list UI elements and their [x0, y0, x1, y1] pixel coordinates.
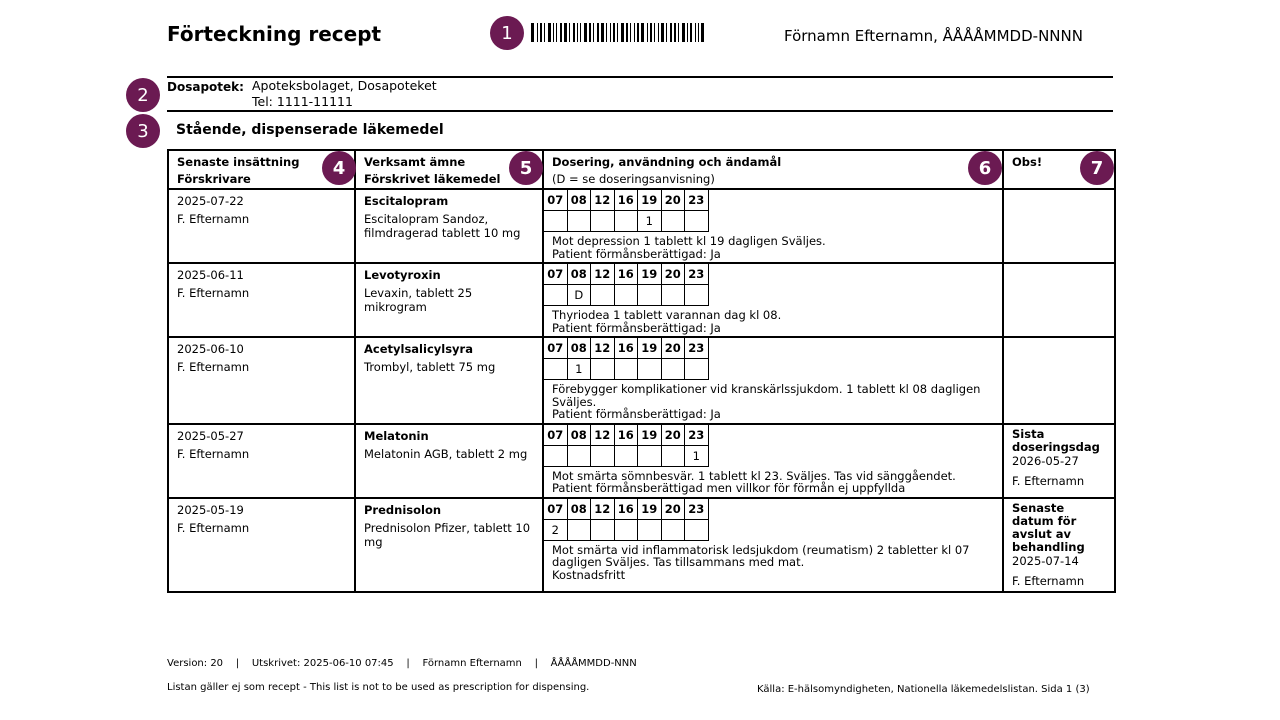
dose-time-header: 07 [544, 425, 567, 446]
dose-value-cell [614, 519, 638, 540]
footer-printed: Utskrivet: 2025-06-10 07:45 [251, 658, 394, 669]
dose-time-header: 23 [685, 190, 709, 211]
medication-table [167, 149, 1116, 593]
dose-time-header: 20 [661, 264, 685, 285]
footer-source: Källa: E-hälsomyndigheten, Nationella läkemedelslistan. Sida 1 (3) [757, 684, 1090, 695]
barcode-bar [589, 23, 591, 42]
pharmacy-label: Dosapotek: [167, 80, 244, 94]
obs-cell [1003, 498, 1115, 592]
dose-time-header: 16 [614, 338, 638, 359]
dose-time-header: 07 [544, 338, 567, 359]
prescriber: F. Efternamn [177, 360, 250, 374]
insert-date: 2025-05-27 [177, 428, 244, 443]
callout-badge-2: 2 [126, 78, 160, 112]
table-row [168, 424, 1115, 498]
barcode-bar [560, 23, 562, 42]
dose-schedule [544, 425, 709, 467]
dose-time-header: 07 [544, 190, 567, 211]
patient-name-id: Förnamn Efternamn, ÅÅÅÅMMDD-NNNN [784, 27, 1083, 45]
dose-time-header: 16 [614, 190, 638, 211]
date-cell [168, 424, 355, 498]
barcode-bar [544, 23, 545, 42]
dose-time-header: 19 [638, 425, 662, 446]
barcode-bar [577, 23, 578, 42]
active-substance: Prednisolon [364, 502, 442, 517]
barcode-bar [573, 23, 575, 42]
date-cell [168, 263, 355, 337]
dose-time-header: 19 [638, 338, 662, 359]
barcode-bar [658, 23, 659, 42]
barcode-bar [537, 23, 538, 42]
date-cell [168, 189, 355, 263]
table-header-row [168, 150, 1115, 189]
usage-note: Mot smärta sömnbesvär. 1 tablett kl 23. Sväljes. Tas vid sänggåendet. [552, 468, 956, 483]
divider-bottom [167, 110, 1113, 112]
active-substance: Levotyroxin [364, 268, 441, 282]
barcode-bar [674, 23, 676, 42]
prescriber: F. Efternamn [177, 286, 250, 300]
active-substance: Escitalopram [364, 194, 449, 208]
date-cell [168, 498, 355, 592]
dose-value-cell: 1 [567, 359, 591, 380]
dose-time-header: 07 [544, 499, 567, 520]
insert-date: 2025-06-10 [177, 342, 244, 356]
callout-badge-4: 4 [322, 151, 356, 185]
callout-badge-7: 7 [1080, 151, 1114, 185]
barcode-bar [650, 23, 652, 42]
dose-time-header: 20 [661, 499, 685, 520]
barcode-bar [553, 23, 554, 42]
barcode-bar [621, 23, 624, 42]
barcode-bar [610, 23, 611, 42]
dose-value-cell [544, 359, 567, 380]
dose-value-cell [567, 445, 591, 466]
dose-time-header: 23 [685, 499, 709, 520]
dose-value-cell [567, 519, 591, 540]
prescriber: F. Efternamn [177, 446, 250, 461]
barcode-bar [548, 23, 551, 42]
dose-value-cell [638, 359, 662, 380]
dose-value-cell: 2 [544, 519, 567, 540]
barcode-bar [670, 23, 672, 42]
dose-schedule [544, 499, 709, 541]
usage-note: Thyriodea 1 tablett varannan dag kl 08. [552, 308, 782, 322]
benefit-note: Kostnadsfritt [552, 567, 626, 582]
barcode-bar [580, 23, 581, 42]
dose-time-header: 12 [591, 425, 615, 446]
dose-value-cell [685, 285, 709, 306]
barcode-bar [678, 23, 679, 42]
callout-badge-1: 1 [490, 16, 524, 50]
substance-cell [355, 424, 543, 498]
obs-prescriber: F. Efternamn [1012, 473, 1085, 488]
barcode-bar [637, 23, 639, 42]
barcode-bar [630, 23, 631, 42]
dose-value-cell [614, 445, 638, 466]
obs-cell [1003, 263, 1115, 337]
barcode-bar [690, 23, 692, 42]
dose-value-cell: 1 [685, 445, 709, 466]
barcode-bar [698, 23, 699, 42]
dose-time-header: 08 [567, 338, 591, 359]
dose-value-cell [614, 359, 638, 380]
benefit-note: Patient förmånsberättigad men villkor för förmån ej uppfyllda [552, 481, 906, 495]
dose-time-header: 07 [544, 264, 567, 285]
barcode-bar [682, 23, 685, 42]
dose-value-cell [661, 285, 685, 306]
column-header-substance: Verksamt ämne Förskrivet läkemedel 5 [355, 150, 543, 189]
obs-cell [1003, 424, 1115, 498]
dose-time-header: 23 [685, 264, 709, 285]
dose-time-header: 08 [567, 264, 591, 285]
prescriber: F. Efternamn [177, 520, 250, 535]
dosage-cell [543, 263, 1003, 337]
usage-note: Mot depression 1 tablett kl 19 dagligen Sväljes. [552, 234, 826, 248]
dose-value-cell [685, 211, 709, 232]
insert-date: 2025-06-11 [177, 268, 244, 282]
column-header-obs: Obs! 7 [1003, 150, 1115, 189]
obs-cell [1003, 189, 1115, 263]
dose-value-cell [544, 285, 567, 306]
section-title: Stående, dispenserade läkemedel [176, 122, 444, 138]
obs-date: 2026-05-27 [1012, 453, 1079, 468]
active-substance: Melatonin [364, 428, 429, 443]
column-header-date: Senaste insättning Förskrivare 4 [168, 150, 355, 189]
dose-schedule [544, 264, 709, 306]
dose-value-cell [567, 211, 591, 232]
page-title: Förteckning recept [167, 22, 382, 46]
usage-note: Mot smärta vid inflammatorisk ledsjukdom (reumatism) 2 tabletter kl 07 dagligen Sväljes. Tas tillsammans med mat. [552, 542, 970, 569]
footer-name: Förnamn Efternamn [422, 658, 522, 669]
obs-title: Senaste datum för avslut av behandling [1012, 500, 1085, 554]
dose-time-header: 20 [661, 425, 685, 446]
dose-value-cell [591, 211, 615, 232]
dose-time-header: 16 [614, 264, 638, 285]
pharmacy-info [252, 78, 437, 110]
table-row [168, 498, 1115, 592]
dose-time-header: 20 [661, 338, 685, 359]
barcode [531, 23, 707, 42]
dose-value-cell [638, 519, 662, 540]
dose-value-cell [614, 211, 638, 232]
dose-time-header: 08 [567, 425, 591, 446]
dosage-cell [543, 337, 1003, 424]
insert-date: 2025-05-19 [177, 502, 244, 517]
barcode-bar [701, 23, 704, 42]
barcode-bar [654, 23, 655, 42]
dose-value-cell [661, 519, 685, 540]
obs-title: Sista doseringsdag [1012, 426, 1100, 454]
barcode-bar [634, 23, 635, 42]
callout-badge-6: 6 [968, 151, 1002, 185]
barcode-bar [569, 23, 570, 42]
dose-time-header: 12 [591, 338, 615, 359]
dose-value-cell [591, 285, 615, 306]
barcode-bar [593, 23, 594, 42]
substance-cell [355, 337, 543, 424]
insert-date: 2025-07-22 [177, 194, 244, 208]
dose-value-cell [591, 519, 615, 540]
dose-value-cell [661, 211, 685, 232]
prescribed-product: Trombyl, tablett 75 mg [364, 360, 496, 374]
callout-badge-3: 3 [126, 114, 160, 148]
dosage-cell [543, 498, 1003, 592]
dose-time-header: 16 [614, 499, 638, 520]
dose-value-cell [638, 285, 662, 306]
dose-value-cell: D [567, 285, 591, 306]
substance-cell [355, 263, 543, 337]
dose-time-header: 19 [638, 499, 662, 520]
barcode-bar [556, 23, 557, 42]
footer-version: Version: 20 [167, 658, 224, 669]
dose-value-cell [661, 359, 685, 380]
dose-time-header: 08 [567, 190, 591, 211]
barcode-bar [661, 23, 664, 42]
barcode-bar [564, 23, 567, 42]
barcode-bar [626, 23, 628, 42]
prescribed-product: Levaxin, tablett 25 mikrogram [364, 286, 473, 314]
dose-value-cell [591, 359, 615, 380]
footer-disclaimer: Listan gäller ej som recept - This list is not to be used as prescription for dispensing. [167, 682, 590, 693]
obs-cell [1003, 337, 1115, 424]
dose-time-header: 23 [685, 425, 709, 446]
barcode-bar [641, 23, 644, 42]
benefit-note: Patient förmånsberättigad: Ja [552, 246, 721, 261]
benefit-note: Patient förmånsberättigad: Ja [552, 320, 721, 335]
barcode-bar [540, 23, 542, 42]
dose-time-header: 19 [638, 190, 662, 211]
barcode-bar [597, 23, 599, 42]
barcode-bar [584, 23, 587, 42]
dose-schedule [544, 190, 709, 232]
dose-value-cell [544, 211, 567, 232]
dosage-cell [543, 189, 1003, 263]
barcode-bar [613, 23, 615, 42]
prescribed-product: Escitalopram Sandoz, filmdragerad tablett 10 mg [364, 212, 521, 240]
active-substance: Acetylsalicylsyra [364, 342, 473, 356]
pharmacy-phone: Tel: 1111-11111 [252, 94, 353, 109]
dose-value-cell [591, 445, 615, 466]
barcode-bar [531, 23, 534, 42]
obs-date: 2025-07-14 [1012, 553, 1079, 568]
callout-badge-5: 5 [509, 151, 543, 185]
dose-time-header: 16 [614, 425, 638, 446]
dose-time-header: 12 [591, 499, 615, 520]
dose-time-header: 08 [567, 499, 591, 520]
barcode-bar [695, 23, 696, 42]
column-header-dosage: Dosering, användning och ändamål (D = se doseringsanvisning) 6 [543, 150, 1003, 189]
pharmacy-name: Apoteksbolaget, Dosapoteket [252, 78, 437, 93]
barcode-bar [606, 23, 607, 42]
dose-value-cell [638, 445, 662, 466]
table-row [168, 263, 1115, 337]
prescribed-product: Melatonin AGB, tablett 2 mg [364, 446, 528, 461]
footer-id: ÅÅÅÅMMDD-NNN [550, 658, 637, 669]
usage-note: Förebygger komplikationer vid kranskärlssjukdom. 1 tablett kl 08 dagligen Sväljes. [552, 382, 981, 409]
barcode-bar [617, 23, 618, 42]
barcode-bar [687, 23, 688, 42]
benefit-note: Patient förmånsberättigad: Ja [552, 407, 721, 421]
prescribed-product: Prednisolon Pfizer, tablett 10 mg [364, 520, 531, 549]
barcode-bar [647, 23, 648, 42]
barcode-bar [601, 23, 604, 42]
dose-time-header: 12 [591, 264, 615, 285]
date-cell [168, 337, 355, 424]
dose-value-cell [544, 445, 567, 466]
dose-time-header: 12 [591, 190, 615, 211]
dose-time-header: 23 [685, 338, 709, 359]
barcode-bar [666, 23, 667, 42]
dose-value-cell: 1 [638, 211, 662, 232]
dose-schedule [544, 338, 709, 380]
table-row [168, 189, 1115, 263]
footer-meta: Version: 20 | Utskrivet: 2025-06-10 07:45 | Förnamn Efternamn | ÅÅÅÅMMDD-NNN [167, 658, 637, 669]
obs-prescriber: F. Efternamn [1012, 573, 1085, 588]
table-row [168, 337, 1115, 424]
prescriber: F. Efternamn [177, 212, 250, 226]
dose-value-cell [661, 445, 685, 466]
dose-value-cell [614, 285, 638, 306]
substance-cell [355, 189, 543, 263]
dose-time-header: 20 [661, 190, 685, 211]
dose-value-cell [685, 359, 709, 380]
dosage-cell [543, 424, 1003, 498]
dose-value-cell [685, 519, 709, 540]
substance-cell [355, 498, 543, 592]
dose-time-header: 19 [638, 264, 662, 285]
